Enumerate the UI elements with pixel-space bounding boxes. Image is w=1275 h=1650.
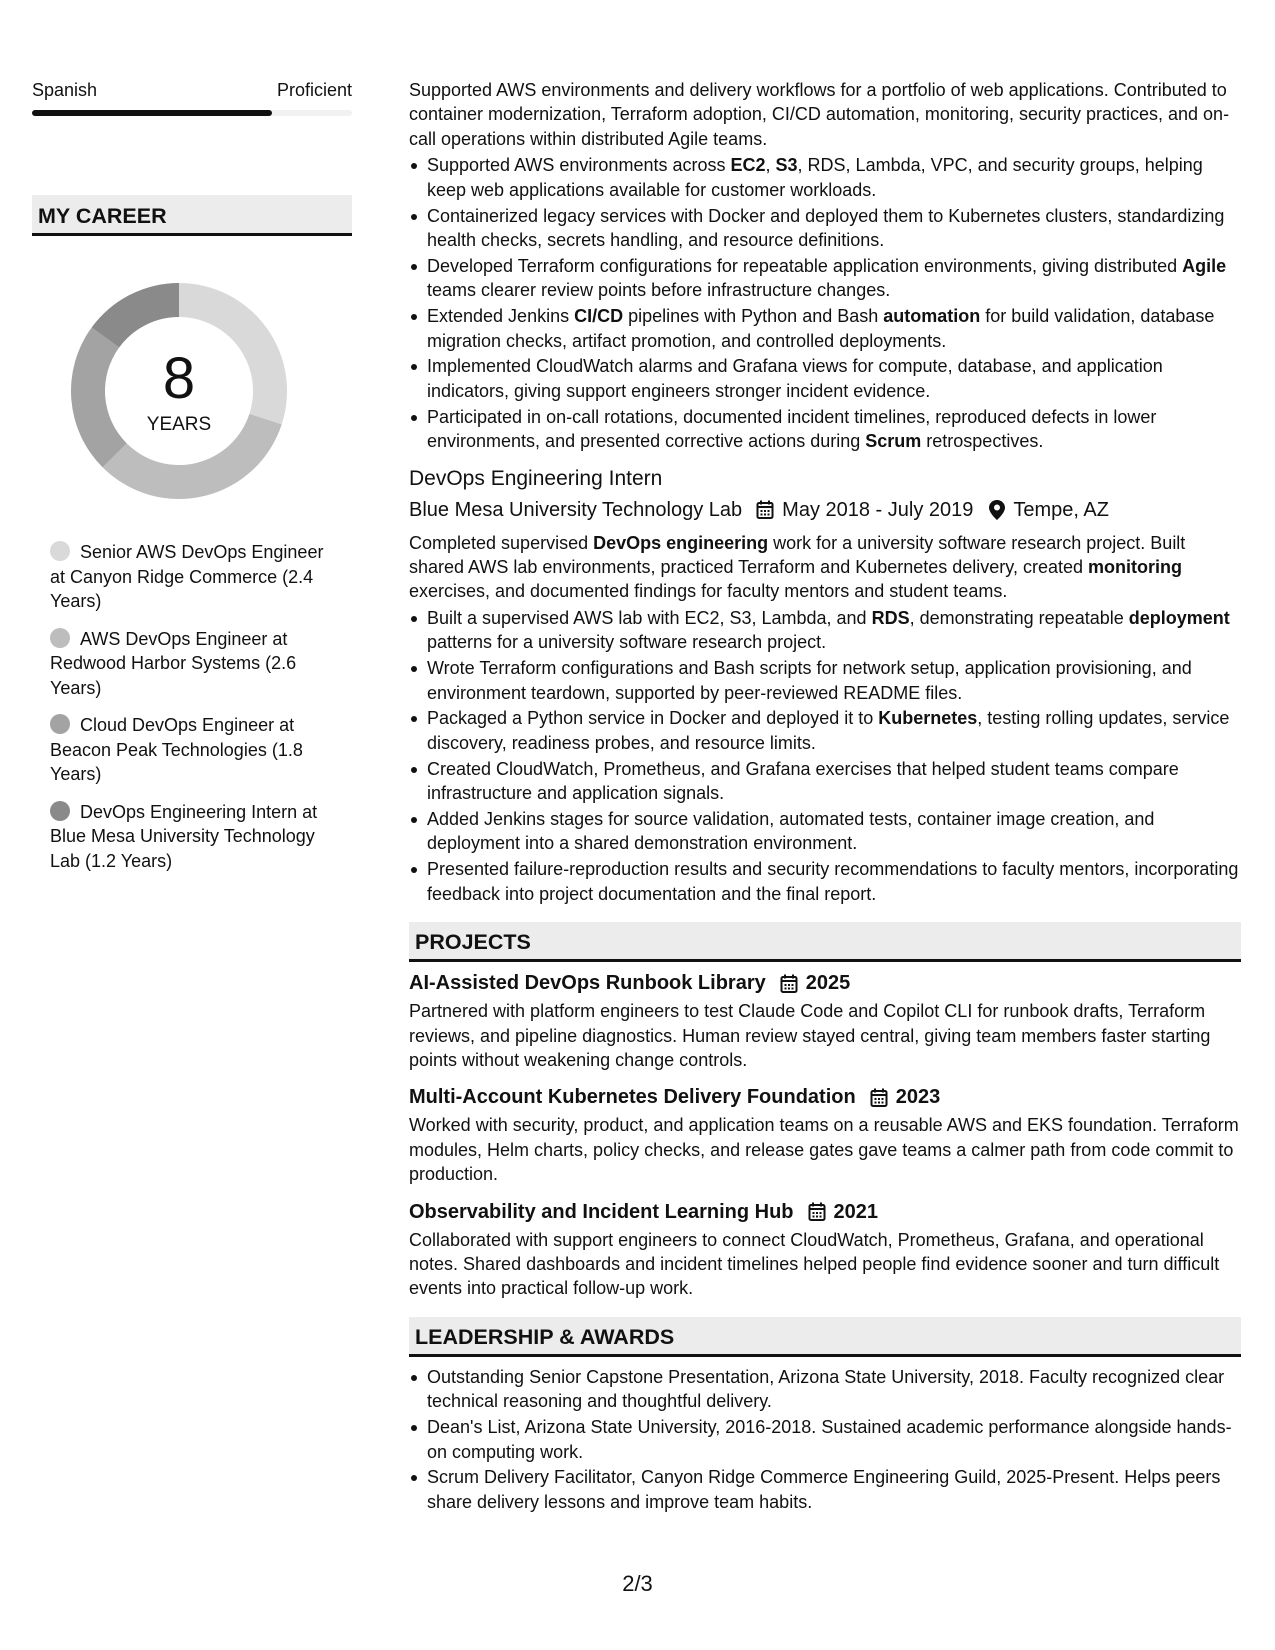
job1-bullet: Supported AWS environments across EC2, S3, RDS, Lambda, VPC, and security groups, helping keep web applications available for customer workloads. (409, 153, 1241, 202)
job1-bullet: Developed Terraform configurations for repeatable application environments, giving distributed Agile teams clearer review points before infrastructure changes. (409, 254, 1241, 303)
main-content (409, 78, 1241, 1516)
calendar-icon (870, 1084, 888, 1110)
page-number: 2/3 (622, 1571, 653, 1596)
job2-bullet: Presented failure-reproduction results and security recommendations to faculty mentors, incorporating feedback into project documentation and the final report. (409, 857, 1241, 906)
job2-bullet: Created CloudWatch, Prometheus, and Grafana exercises that helped student teams compare infrastructure and application signals. (409, 757, 1241, 806)
job1-bullet: Participated in on-call rotations, documented incident timelines, reproduced defects in lower environments, and presented corrective actions during Scrum retrospectives. (409, 405, 1241, 454)
legend-label: Cloud DevOps Engineer at Beacon Peak Technologies (1.8 Years) (50, 715, 303, 784)
legend-label: DevOps Engineering Intern at Blue Mesa University Technology Lab (1.2 Years) (50, 801, 318, 871)
project-year: 2025 (805, 972, 851, 995)
language-row (32, 78, 352, 102)
leadership-heading: LEADERSHIP & AWARDS (409, 1317, 1241, 1357)
language-name: Spanish (32, 80, 98, 100)
job2-location: Tempe, AZ (1013, 498, 1109, 521)
job2-bullets (409, 606, 1241, 906)
project-title: Observability and Incident Learning Hub (409, 1200, 794, 1223)
job2-meta (409, 497, 1241, 523)
legend-item (50, 800, 340, 874)
job1-bullet: Containerized legacy services with Docker and deployed them to Kubernetes clusters, standardizing health checks, secrets handling, and resource definitions. (409, 204, 1241, 253)
language-proficiency-fill (32, 110, 272, 116)
project-title-row (409, 1084, 1241, 1110)
project-title: AI-Assisted DevOps Runbook Library (409, 972, 766, 995)
leadership-bullet: Outstanding Senior Capstone Presentation, Arizona State University, 2018. Faculty recognized clear technical reasoning and thoughtful delivery. (409, 1365, 1241, 1414)
projects-list (409, 970, 1241, 1301)
legend-item (50, 713, 340, 787)
job2-bullet: Wrote Terraform configurations and Bash scripts for network setup, application provisioning, and environment teardown, supported by peer-reviewed README files. (409, 656, 1241, 705)
legend-label: AWS DevOps Engineer at Redwood Harbor Systems (2.6 Years) (50, 628, 297, 698)
total-years-label: YEARS (146, 414, 212, 435)
projects-heading: PROJECTS (409, 922, 1241, 962)
career-heading: MY CAREER (32, 195, 352, 236)
project-year: 2021 (833, 1200, 879, 1223)
legend-item (50, 540, 340, 614)
project-title-row (409, 1199, 1241, 1225)
language-level: Proficient (276, 80, 352, 100)
leadership-bullets (409, 1365, 1241, 1514)
legend-label: Senior AWS DevOps Engineer at Canyon Ridge Commerce (2.4 Years) (50, 542, 324, 611)
leadership-bullet: Dean's List, Arizona State University, 2016-2018. Sustained academic performance alongside hands-on computing work. (409, 1415, 1241, 1464)
job2-dates: May 2018 - July 2019 (782, 498, 974, 521)
legend-color-dot (50, 628, 70, 648)
project-description: Partnered with platform engineers to test Claude Code and Copilot CLI for runbook drafts, Terraform reviews, and pipeline diagnostics. Human review stayed central, giving team members faster starting points without weakening change controls. (409, 1001, 1211, 1070)
total-years-number: 8 (162, 346, 196, 411)
career-legend (50, 540, 340, 886)
project-title: Multi-Account Kubernetes Delivery Foundation (409, 1086, 856, 1109)
project-description: Worked with security, product, and application teams on a reusable AWS and EKS foundation. Terraform modules, Helm charts, policy checks, and release gates gave teams a calmer path from code commit to production. (409, 1115, 1239, 1185)
job2-summary: Completed supervised DevOps engineering work for a university software research project. Built shared AWS lab environments, practiced Terraform and Kubernetes delivery, created monitoring exercises, and documented findings for faculty mentors and student teams. (409, 532, 1186, 602)
calendar-icon (808, 1199, 826, 1225)
job1-summary: Supported AWS environments and delivery workflows for a portfolio of web applications. Contributed to container modernization, Terraform adoption, CI/CD automation, monitoring, security practices, and on-call operations within distributed Agile teams. (409, 80, 1230, 149)
legend-color-dot (50, 801, 70, 821)
calendar-icon (756, 497, 774, 523)
project-year: 2023 (895, 1086, 941, 1109)
job2-title: DevOps Engineering Intern (409, 466, 663, 490)
job2-bullet: Packaged a Python service in Docker and deployed it to Kubernetes, testing rolling updates, service discovery, readiness probes, and resource limits. (409, 706, 1241, 755)
location-pin-icon (989, 497, 1005, 523)
project-title-row (409, 970, 1241, 996)
project-description: Collaborated with support engineers to connect CloudWatch, Prometheus, Grafana, and operational notes. Shared dashboards and incident timelines helped people find evidence sooner and turn difficult events into practical follow-up work. (409, 1229, 1220, 1299)
legend-color-dot (50, 541, 70, 561)
calendar-icon (780, 970, 798, 996)
job1-bullet: Implemented CloudWatch alarms and Grafana views for compute, database, and application indicators, giving support engineers stronger incident evidence. (409, 354, 1241, 403)
sidebar (32, 78, 352, 871)
language-proficiency-bar (32, 110, 352, 116)
leadership-bullet: Scrum Delivery Facilitator, Canyon Ridge Commerce Engineering Guild, 2025-Present. Helps peers share delivery lessons and improve team habits. (409, 1465, 1241, 1514)
job2-bullet: Built a supervised AWS lab with EC2, S3, Lambda, and RDS, demonstrating repeatable deployment patterns for a university software research project. (409, 606, 1241, 655)
job1-bullets (409, 153, 1241, 453)
legend-color-dot (50, 714, 70, 734)
job2-company: Blue Mesa University Technology Lab (409, 498, 743, 521)
job2-bullet: Added Jenkins stages for source validation, automated tests, container image creation, and deployment into a shared demonstration environment. (409, 807, 1241, 856)
legend-item (50, 627, 340, 701)
job1-bullet: Extended Jenkins CI/CD pipelines with Python and Bash automation for build validation, database migration checks, artifact promotion, and controlled deployments. (409, 304, 1241, 353)
career-donut-chart (66, 278, 292, 504)
